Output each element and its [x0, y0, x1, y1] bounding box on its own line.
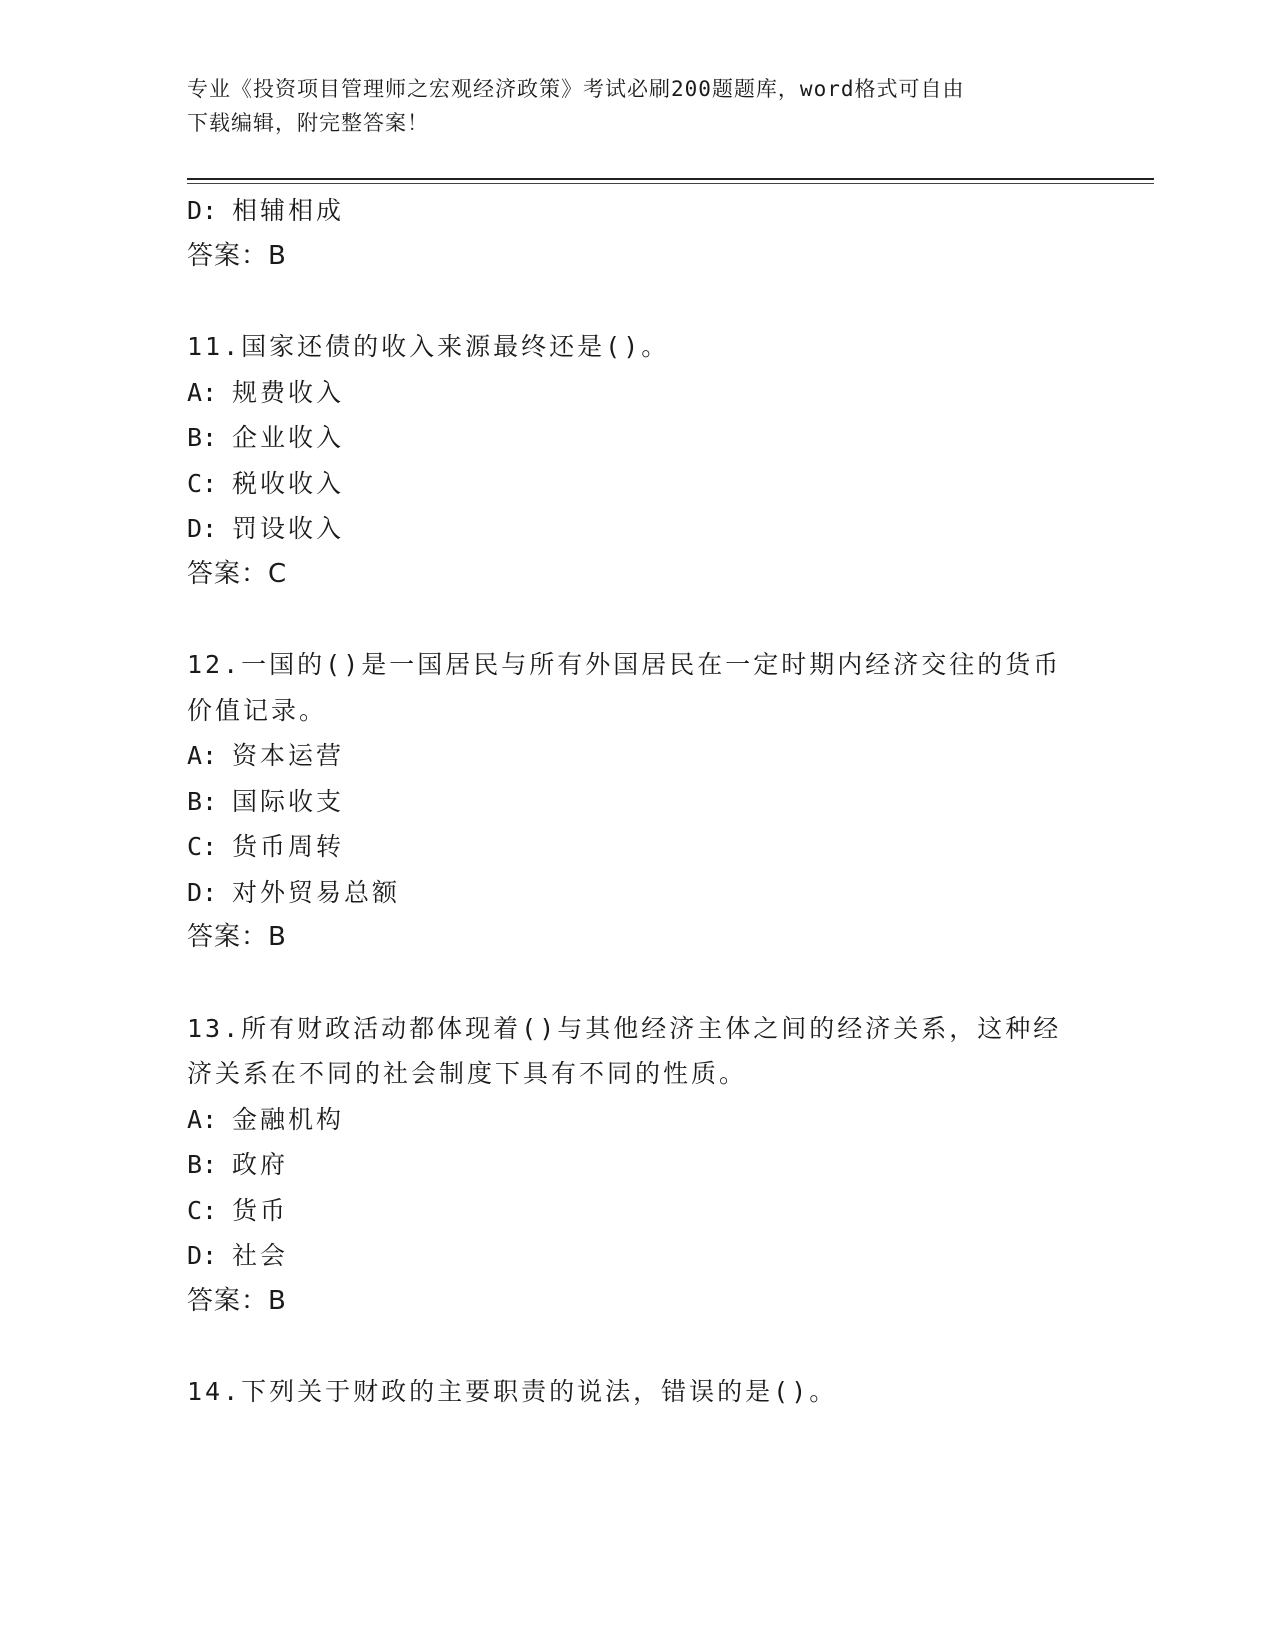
question-12	[187, 642, 1087, 961]
question-stem: 13.所有财政活动都体现着()与其他经济主体之间的经济关系，这种经济关系在不同的社会制度下具有不同的性质。	[187, 1013, 1062, 1088]
option-d: D: 相辅相成	[187, 196, 345, 225]
option-b: B: 企业收入	[187, 423, 345, 452]
question-list	[187, 188, 1087, 1415]
option-a: A: 金融机构	[187, 1104, 345, 1134]
question-stem: 11.国家还债的收入来源最终还是()。	[187, 332, 670, 361]
option-b: B: 政府	[187, 1150, 289, 1179]
option-d: D: 罚设收入	[187, 514, 345, 543]
option-d: D: 社会	[187, 1241, 289, 1270]
header-line-2: 下载编辑，附完整答案！	[187, 111, 429, 135]
option-a: A: 规费收入	[187, 377, 345, 407]
question-stem: 14.下列关于财政的主要职责的说法，错误的是()。	[187, 1377, 838, 1406]
question-10-tail	[187, 188, 1087, 279]
option-d: D: 对外贸易总额	[187, 877, 401, 907]
answer: 答案：B	[187, 922, 287, 952]
question-14	[187, 1369, 1087, 1415]
header-divider-thick	[187, 178, 1154, 180]
option-c: C: 税收收入	[187, 468, 345, 498]
header-line-1: 专业《投资项目管理师之宏观经济政策》考试必刷200题题库，word格式可自由	[187, 77, 965, 101]
question-stem: 12.一国的()是一国居民与所有外国居民在一定时期内经济交往的货币价值记录。	[187, 650, 1062, 725]
question-11	[187, 324, 1087, 597]
option-c: C: 货币周转	[187, 832, 345, 861]
answer: 答案：C	[187, 558, 288, 589]
header-divider-thin	[187, 183, 1154, 184]
answer: 答案：B	[187, 1285, 287, 1316]
question-13	[187, 1006, 1087, 1325]
option-c: C: 货币	[187, 1195, 289, 1225]
document-header	[187, 72, 1087, 140]
answer: 答案：B	[187, 240, 287, 271]
option-b: B: 国际收支	[187, 786, 345, 816]
option-a: A: 资本运营	[187, 741, 345, 770]
